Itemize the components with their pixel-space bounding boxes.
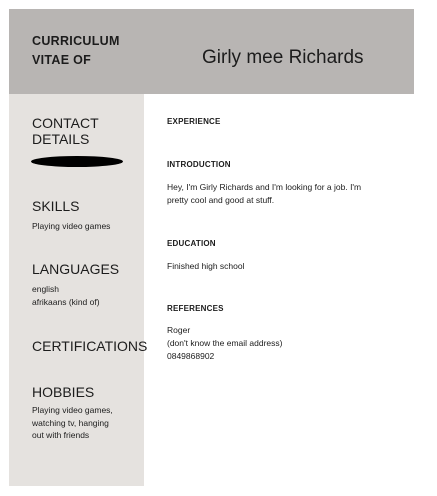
hobbies-line: watching tv, hanging	[32, 417, 109, 428]
contact-details-heading: CONTACT DETAILS	[32, 115, 99, 147]
skill-item: Playing video games	[32, 221, 111, 231]
cv-sidebar	[9, 94, 148, 486]
references-heading: REFERENCES	[167, 304, 224, 313]
skills-list	[32, 220, 110, 233]
language-item: english	[32, 284, 59, 294]
introduction-line: pretty cool and good at stuff.	[167, 195, 275, 205]
certifications-heading: CERTIFICATIONS	[32, 338, 148, 354]
experience-heading: EXPERIENCE	[167, 117, 221, 126]
references-text	[167, 324, 283, 363]
education-text	[167, 260, 245, 273]
hobbies-line: Playing video games,	[32, 405, 113, 415]
hobbies-text	[32, 404, 113, 442]
cv-page	[9, 9, 414, 486]
introduction-text	[167, 181, 361, 207]
candidate-name: Girly mee Richards	[202, 47, 364, 68]
education-line: Finished high school	[167, 261, 245, 271]
introduction-heading: INTRODUCTION	[167, 160, 231, 169]
language-item: afrikaans (kind of)	[32, 296, 100, 307]
reference-email-note: (don't know the email address)	[167, 338, 283, 348]
education-heading: EDUCATION	[167, 239, 216, 248]
hobbies-line: out with friends	[32, 430, 90, 440]
hobbies-heading: HOBBIES	[32, 384, 95, 400]
header-label: CURRICULUM VITAE OF	[32, 34, 120, 67]
reference-phone: 0849868902	[167, 351, 215, 361]
introduction-line: Hey, I'm Girly Richards and I'm looking for a job. I'm	[167, 182, 362, 192]
languages-heading: LANGUAGES	[32, 261, 120, 277]
reference-name: Roger	[167, 325, 191, 335]
skills-heading: SKILLS	[32, 198, 80, 214]
languages-list	[32, 283, 100, 308]
redacted-contact-info	[31, 156, 123, 167]
cv-header	[9, 9, 414, 94]
